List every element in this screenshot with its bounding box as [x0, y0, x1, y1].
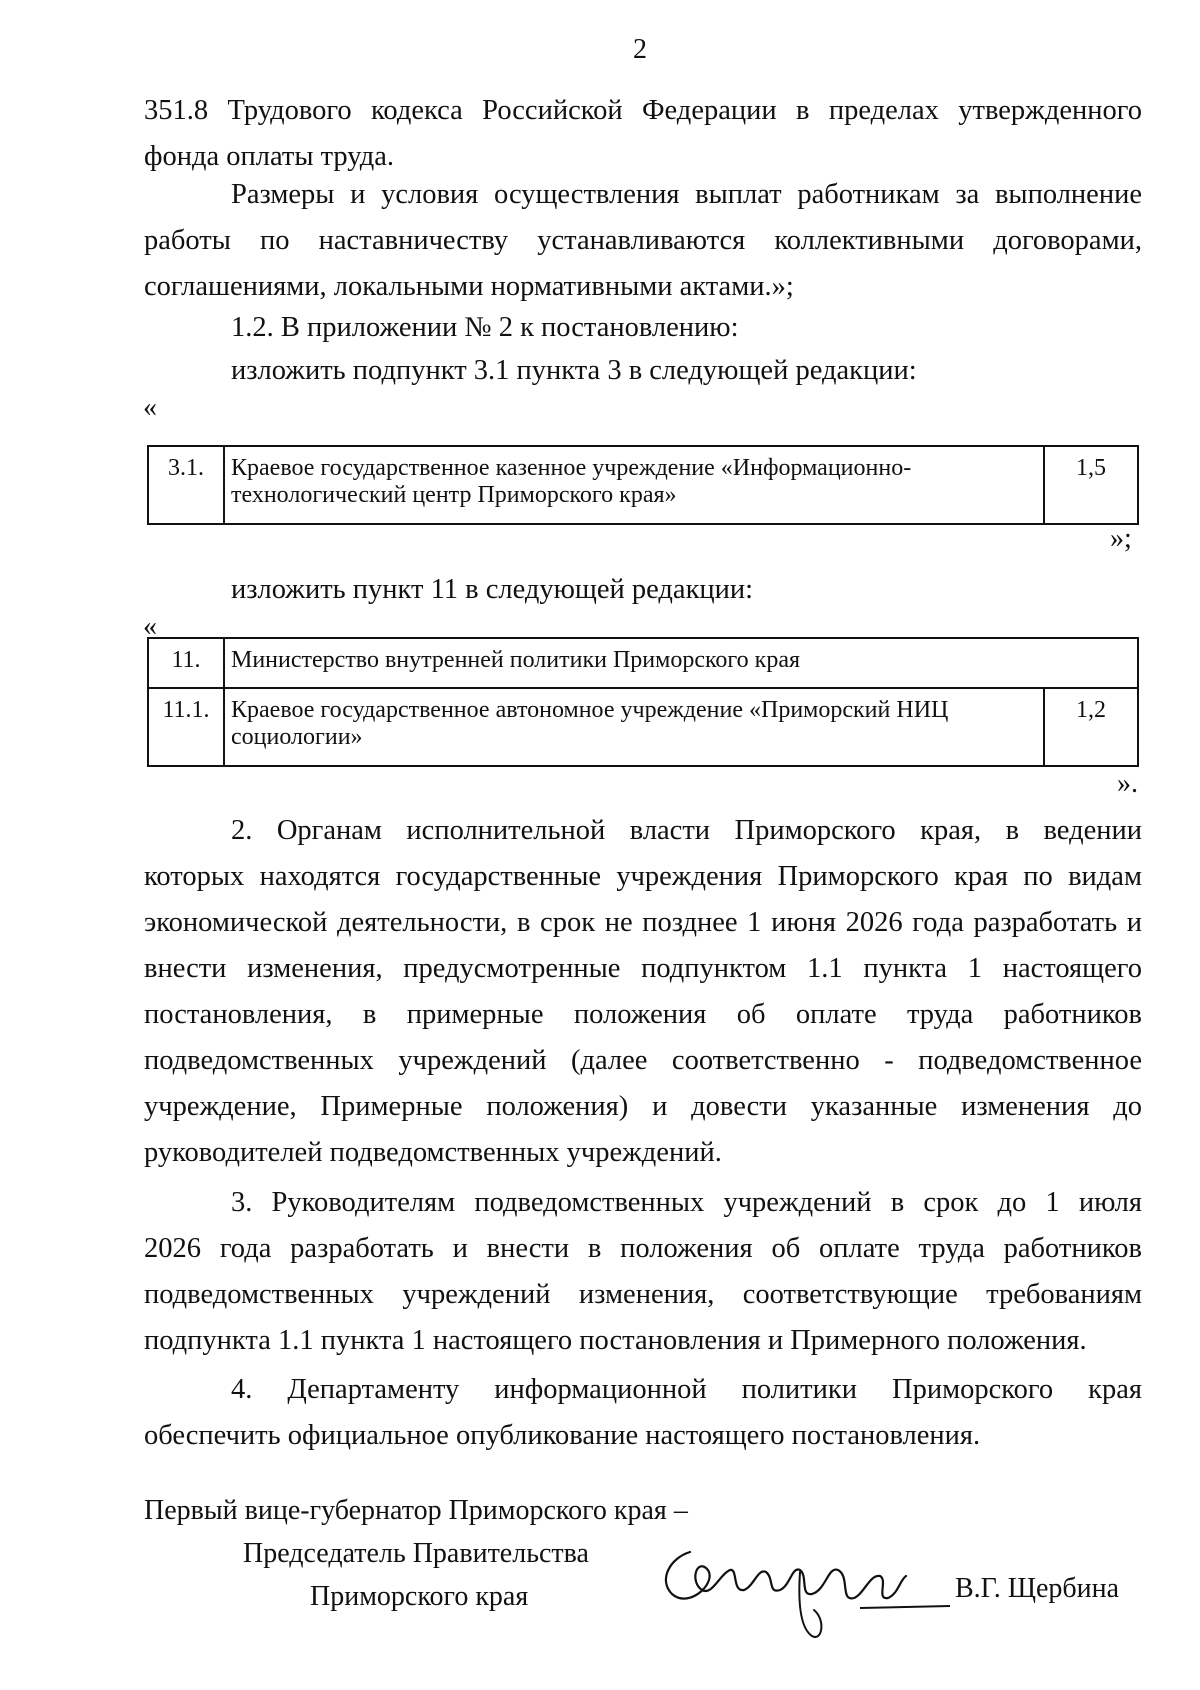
close-quote: ».: [1117, 768, 1138, 799]
text-line: работы по наставничеству устанавливаются коллективными договорами,: [144, 225, 1142, 256]
text-line: 3. Руководителям подведомственных учреждений в срок до 1 июля: [231, 1187, 1142, 1218]
coefficient: 1,2: [1044, 688, 1138, 766]
text-line: фонда оплаты труда.: [144, 141, 395, 172]
institution-name: Краевое государственное казенное учреждение «Информационно-технологический центр Приморского края»: [224, 446, 1044, 524]
open-quote: «: [143, 392, 157, 423]
table-row: [148, 638, 1138, 688]
text-line: 4. Департаменту информационной политики Приморского края: [231, 1374, 1142, 1405]
institution-name: Министерство внутренней политики Приморского края: [224, 638, 1138, 688]
paragraph-4: [144, 1367, 1142, 1459]
paragraph-state-3-1: [144, 348, 1142, 394]
table-11: [147, 637, 1139, 767]
table-row: [148, 446, 1138, 524]
row-number: 11.: [148, 638, 224, 688]
text-line: 351.8 Трудового кодекса Российской Федерации в пределах утвержденного: [144, 95, 1142, 126]
text-line: постановления, в примерные положения об оплате труда работников: [144, 999, 1142, 1030]
text-line: подведомственных учреждений изменения, соответствующие требованиям: [144, 1279, 1142, 1310]
paragraph-mentoring-payments: [144, 172, 1142, 310]
paragraph-2: [144, 808, 1142, 1176]
signatory-name: В.Г. Щербина: [955, 1573, 1120, 1604]
signatory-position-line3: Приморского края: [310, 1581, 529, 1612]
institution-name: Краевое государственное автономное учреждение «Приморский НИЦ социологии»: [224, 688, 1044, 766]
page-number: 2: [633, 34, 647, 65]
text-line: обеспечить официальное опубликование настоящего постановления.: [144, 1420, 981, 1451]
text-line: 2. Органам исполнительной власти Приморского края, в ведении: [231, 815, 1142, 846]
signatory-position-line2: Председатель Правительства: [243, 1538, 589, 1569]
text-line: подведомственных учреждений (далее соответственно - подведомственное: [144, 1045, 1142, 1076]
table-3-1: [147, 445, 1139, 525]
paragraph-intro: [144, 88, 1142, 180]
close-quote: »;: [1110, 523, 1132, 554]
paragraph-3: [144, 1180, 1142, 1364]
table-row: [148, 688, 1138, 766]
paragraph-1-2: [144, 305, 1142, 351]
handwritten-signature: [650, 1510, 950, 1660]
text-line: соглашениями, локальными нормативными актами.»;: [144, 271, 794, 302]
text-line: изложить пункт 11 в следующей редакции:: [231, 574, 754, 605]
signatory-position-line1: Первый вице-губернатор Приморского края –: [144, 1495, 688, 1526]
text-line: внести изменения, предусмотренные подпунктом 1.1 пункта 1 настоящего: [144, 953, 1142, 984]
text-line: 2026 года разработать и внести в положения об оплате труда работников: [144, 1233, 1142, 1264]
text-line: Размеры и условия осуществления выплат работникам за выполнение: [231, 179, 1142, 210]
text-line: изложить подпункт 3.1 пункта 3 в следующей редакции:: [231, 355, 917, 386]
coefficient: 1,5: [1044, 446, 1138, 524]
row-number: 11.1.: [148, 688, 224, 766]
text-line: руководителей подведомственных учреждений.: [144, 1137, 722, 1168]
text-line: экономической деятельности, в срок не позднее 1 июня 2026 года разработать и: [144, 907, 1142, 938]
open-quote: «: [143, 611, 157, 642]
row-number: 3.1.: [148, 446, 224, 524]
text-line: которых находятся государственные учреждения Приморского края по видам: [144, 861, 1142, 892]
text-line: учреждение, Примерные положения) и довести указанные изменения до: [144, 1091, 1142, 1122]
paragraph-state-11: [144, 567, 1142, 613]
text-line: 1.2. В приложении № 2 к постановлению:: [231, 312, 739, 343]
text-line: подпункта 1.1 пункта 1 настоящего постановления и Примерного положения.: [144, 1325, 1087, 1356]
